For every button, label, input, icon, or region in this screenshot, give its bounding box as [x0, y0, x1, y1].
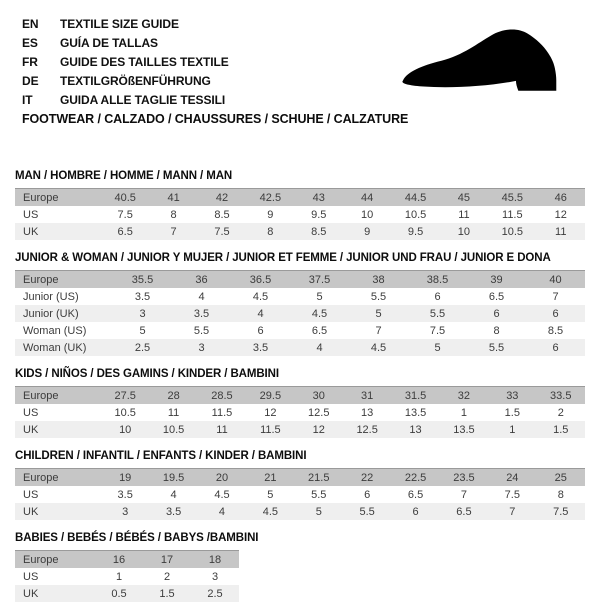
size-cell: 3	[139, 307, 146, 320]
size-cell: 5.5	[429, 307, 446, 320]
row-label: US	[23, 406, 39, 419]
row-label: US	[23, 570, 39, 583]
size-cell: 19	[119, 471, 132, 484]
size-cell: 5.5	[359, 505, 375, 518]
size-cell: 13.5	[404, 406, 427, 419]
language-code: EN	[22, 17, 39, 31]
size-cell: 8.5	[311, 225, 327, 238]
size-table-kids	[15, 386, 585, 438]
table-header-row	[15, 387, 585, 405]
size-cell: 6	[552, 341, 559, 354]
size-cell: 6	[493, 307, 500, 320]
language-code: FR	[22, 55, 38, 69]
table-row	[15, 223, 585, 240]
size-cell: 7.5	[429, 324, 446, 337]
size-cell: 11	[216, 423, 228, 436]
size-cell: 5	[434, 341, 441, 354]
size-cell: 4.5	[311, 307, 328, 320]
size-cell: 6.5	[311, 324, 328, 337]
language-title: GUÍA DE TALLAS	[60, 36, 158, 50]
size-cell: 8.5	[214, 208, 230, 221]
row-label: US	[23, 208, 39, 221]
size-cell: 5.5	[370, 290, 387, 303]
size-cell: 11	[555, 225, 567, 238]
size-cell: 3.5	[165, 505, 182, 518]
language-title: GUIDE DES TAILLES TEXTILE	[60, 55, 229, 69]
size-cell: 5.5	[193, 324, 210, 337]
size-cell: 19.5	[162, 471, 185, 484]
size-cell: 45	[457, 191, 471, 204]
size-cell: 45.5	[501, 191, 524, 204]
section-title-children: CHILDREN / INFANTIL / ENFANTS / KINDER / BAMBINI	[15, 450, 307, 462]
size-cell: 1.5	[553, 423, 569, 436]
size-cell: 3.5	[193, 307, 210, 320]
language-title: TEXTILGRÖßENFÜHRUNG	[60, 74, 211, 88]
size-cell: 31.5	[404, 389, 427, 402]
section-title-kids: KIDS / NIÑOS / DES GAMINS / KINDER / BAMBINI	[15, 368, 279, 380]
table-row	[15, 404, 585, 421]
size-cell: 6.5	[117, 225, 133, 238]
size-cell: 21.5	[308, 471, 330, 484]
row-label: Woman (UK)	[23, 341, 87, 354]
size-cell: 24	[506, 471, 519, 484]
size-cell: 6.5	[407, 488, 424, 501]
size-cell: 1	[460, 406, 467, 419]
size-cell: 10	[361, 208, 374, 221]
size-cell: 1	[509, 423, 516, 436]
size-cell: 17	[160, 553, 174, 566]
section-babies	[15, 532, 585, 602]
size-cell: 5.5	[488, 341, 505, 354]
language-code: IT	[22, 93, 33, 107]
size-cell: 33	[506, 389, 519, 402]
size-cell: 6	[434, 290, 441, 303]
size-cell: 31	[361, 389, 374, 402]
size-cell: 7.5	[504, 488, 520, 501]
size-cell: 7	[509, 505, 516, 518]
size-cell: 10.5	[501, 225, 524, 238]
size-cell: 37.5	[308, 273, 331, 286]
size-cell: 42.5	[259, 191, 282, 204]
size-cell: 40.5	[114, 191, 136, 204]
size-cell: 2.5	[207, 587, 223, 600]
table-row	[15, 421, 585, 438]
category-title: FOOTWEAR / CALZADO / CHAUSSURES / SCHUHE / CALZATURE	[22, 112, 409, 126]
row-label: Europe	[23, 389, 59, 402]
size-cell: 36.5	[249, 273, 272, 286]
size-cell: 32	[457, 389, 471, 402]
section-kids	[15, 368, 585, 438]
size-cell: 42	[215, 191, 229, 204]
section-man	[15, 170, 585, 240]
size-table-junior-woman	[15, 270, 585, 356]
size-cell: 9	[267, 208, 274, 221]
size-cell: 4	[218, 505, 226, 518]
table-header-row	[15, 469, 585, 487]
size-cell: 35.5	[131, 273, 154, 286]
table-row	[15, 288, 585, 305]
size-cell: 21	[264, 471, 277, 484]
size-table-children	[15, 468, 585, 520]
size-cell: 23.5	[453, 471, 475, 484]
size-cell: 2	[163, 570, 171, 583]
row-label: UK	[23, 423, 39, 436]
size-cell: 3.5	[252, 341, 269, 354]
size-cell: 2	[557, 406, 564, 419]
size-cell: 4.5	[370, 341, 387, 354]
size-cell: 6	[257, 324, 264, 337]
table-row	[15, 585, 239, 602]
table-row	[15, 503, 585, 520]
size-cell: 29.5	[259, 389, 282, 402]
size-cell: 7	[460, 488, 467, 501]
size-cell: 13.5	[453, 423, 475, 436]
size-cell: 22	[361, 471, 374, 484]
size-cell: 10	[119, 423, 132, 436]
size-cell: 30	[312, 389, 325, 402]
table-row	[15, 206, 585, 223]
table-row	[15, 568, 239, 585]
size-cell: 4	[316, 341, 323, 354]
section-title-junior-woman: JUNIOR & WOMAN / JUNIOR Y MUJER / JUNIOR ET FEMME / JUNIOR UND FRAU / JUNIOR E DONA	[15, 252, 551, 264]
size-cell: 2.5	[134, 341, 151, 354]
size-cell: 4.5	[252, 290, 269, 303]
size-cell: 5.5	[311, 488, 327, 501]
language-title: GUIDA ALLE TAGLIE TESSILI	[60, 93, 226, 107]
size-cell: 4	[198, 290, 205, 303]
size-cell: 22.5	[404, 471, 427, 484]
size-cell: 7	[170, 225, 177, 238]
size-cell: 38.5	[426, 273, 449, 286]
size-cell: 3	[211, 570, 219, 583]
size-cell: 36	[195, 273, 208, 286]
size-cell: 6	[412, 505, 419, 518]
size-cell: 18	[208, 553, 222, 566]
size-cell: 7	[552, 290, 559, 303]
table-row	[15, 305, 585, 322]
language-code: ES	[22, 36, 38, 50]
size-cell: 7	[375, 324, 382, 337]
size-cell: 10.5	[114, 406, 136, 419]
row-label: UK	[23, 587, 39, 600]
size-cell: 3.5	[134, 290, 151, 303]
row-label: Europe	[23, 191, 59, 204]
size-cell: 3.5	[117, 488, 133, 501]
size-cell: 9	[364, 225, 371, 238]
size-cell: 41	[167, 191, 180, 204]
row-label: UK	[23, 505, 39, 518]
size-cell: 8.5	[547, 324, 564, 337]
size-cell: 44.5	[404, 191, 427, 204]
size-cell: 8	[267, 225, 274, 238]
size-cell: 11.5	[502, 208, 523, 221]
size-cell: 7.5	[117, 208, 133, 221]
size-table-babies	[15, 550, 239, 602]
row-label: Junior (UK)	[23, 307, 79, 320]
size-cell: 1.5	[504, 406, 520, 419]
size-cell: 40	[549, 273, 562, 286]
size-cell: 10	[457, 225, 471, 238]
row-label: Junior (US)	[23, 290, 79, 303]
size-cell: 3	[122, 505, 129, 518]
section-junior-woman	[15, 252, 585, 356]
size-cell: 6.5	[456, 505, 472, 518]
size-cell: 6	[552, 307, 559, 320]
size-cell: 12	[312, 423, 325, 436]
size-cell: 12	[264, 406, 277, 419]
row-label: Europe	[23, 471, 59, 484]
size-cell: 28.5	[211, 389, 233, 402]
size-cell: 5	[139, 324, 146, 337]
row-label: Woman (US)	[23, 324, 87, 337]
size-cell: 7.5	[214, 225, 230, 238]
size-cell: 9.5	[407, 225, 424, 238]
size-cell: 3	[198, 341, 205, 354]
size-cell: 1	[115, 570, 123, 583]
table-row	[15, 322, 585, 339]
size-cell: 46	[554, 191, 567, 204]
size-cell: 6.5	[488, 290, 505, 303]
size-cell: 9.5	[311, 208, 327, 221]
size-cell: 20	[215, 471, 229, 484]
language-code: DE	[22, 74, 39, 88]
size-cell: 33.5	[550, 389, 572, 402]
section-title-babies: BABIES / BEBÉS / BÉBÉS / BABYS /BAMBINI	[15, 532, 259, 544]
size-cell: 25	[554, 471, 567, 484]
size-table-man	[15, 188, 585, 240]
size-cell: 6	[364, 488, 371, 501]
row-label: Europe	[23, 553, 59, 566]
size-cell: 0.5	[111, 587, 127, 600]
size-cell: 5	[316, 290, 323, 303]
size-cell: 11.5	[260, 423, 281, 436]
size-cell: 43	[312, 191, 325, 204]
size-cell: 8	[493, 324, 500, 337]
size-cell: 13	[409, 423, 422, 436]
size-cell: 8	[170, 208, 177, 221]
row-label: UK	[23, 225, 39, 238]
table-row	[15, 486, 585, 503]
size-cell: 38	[372, 273, 385, 286]
size-cell: 11	[458, 208, 470, 221]
table-header-row	[15, 189, 585, 207]
table-row	[15, 339, 585, 356]
row-label: US	[23, 488, 39, 501]
size-cell: 27.5	[114, 389, 136, 402]
size-cell: 12	[554, 208, 567, 221]
size-cell: 28	[167, 389, 180, 402]
size-cell: 13	[361, 406, 374, 419]
shoe-icon	[394, 27, 577, 102]
size-cell: 10.5	[162, 423, 185, 436]
size-cell: 5	[267, 488, 274, 501]
size-cell: 5	[315, 505, 322, 518]
size-cell: 4	[170, 488, 177, 501]
size-cell: 44	[361, 191, 374, 204]
size-cell: 10.5	[404, 208, 427, 221]
size-cell: 4.5	[262, 505, 279, 518]
table-header-row	[15, 271, 585, 289]
size-cell: 39	[490, 273, 503, 286]
row-label: Europe	[23, 273, 59, 286]
size-cell: 12.5	[356, 423, 378, 436]
size-cell: 4	[257, 307, 264, 320]
size-cell: 5	[375, 307, 382, 320]
section-title-man: MAN / HOMBRE / HOMME / MANN / MAN	[15, 170, 233, 182]
size-cell: 7.5	[553, 505, 569, 518]
size-cell: 12.5	[308, 406, 330, 419]
size-cell: 1.5	[159, 587, 175, 600]
size-cell: 11	[167, 406, 180, 419]
size-cell: 11.5	[211, 406, 233, 419]
language-title: TEXTILE SIZE GUIDE	[60, 17, 179, 31]
size-cell: 4.5	[214, 488, 230, 501]
size-cell: 8	[557, 488, 564, 501]
size-cell: 16	[112, 553, 126, 566]
table-header-row	[15, 551, 239, 569]
section-children	[15, 450, 585, 520]
